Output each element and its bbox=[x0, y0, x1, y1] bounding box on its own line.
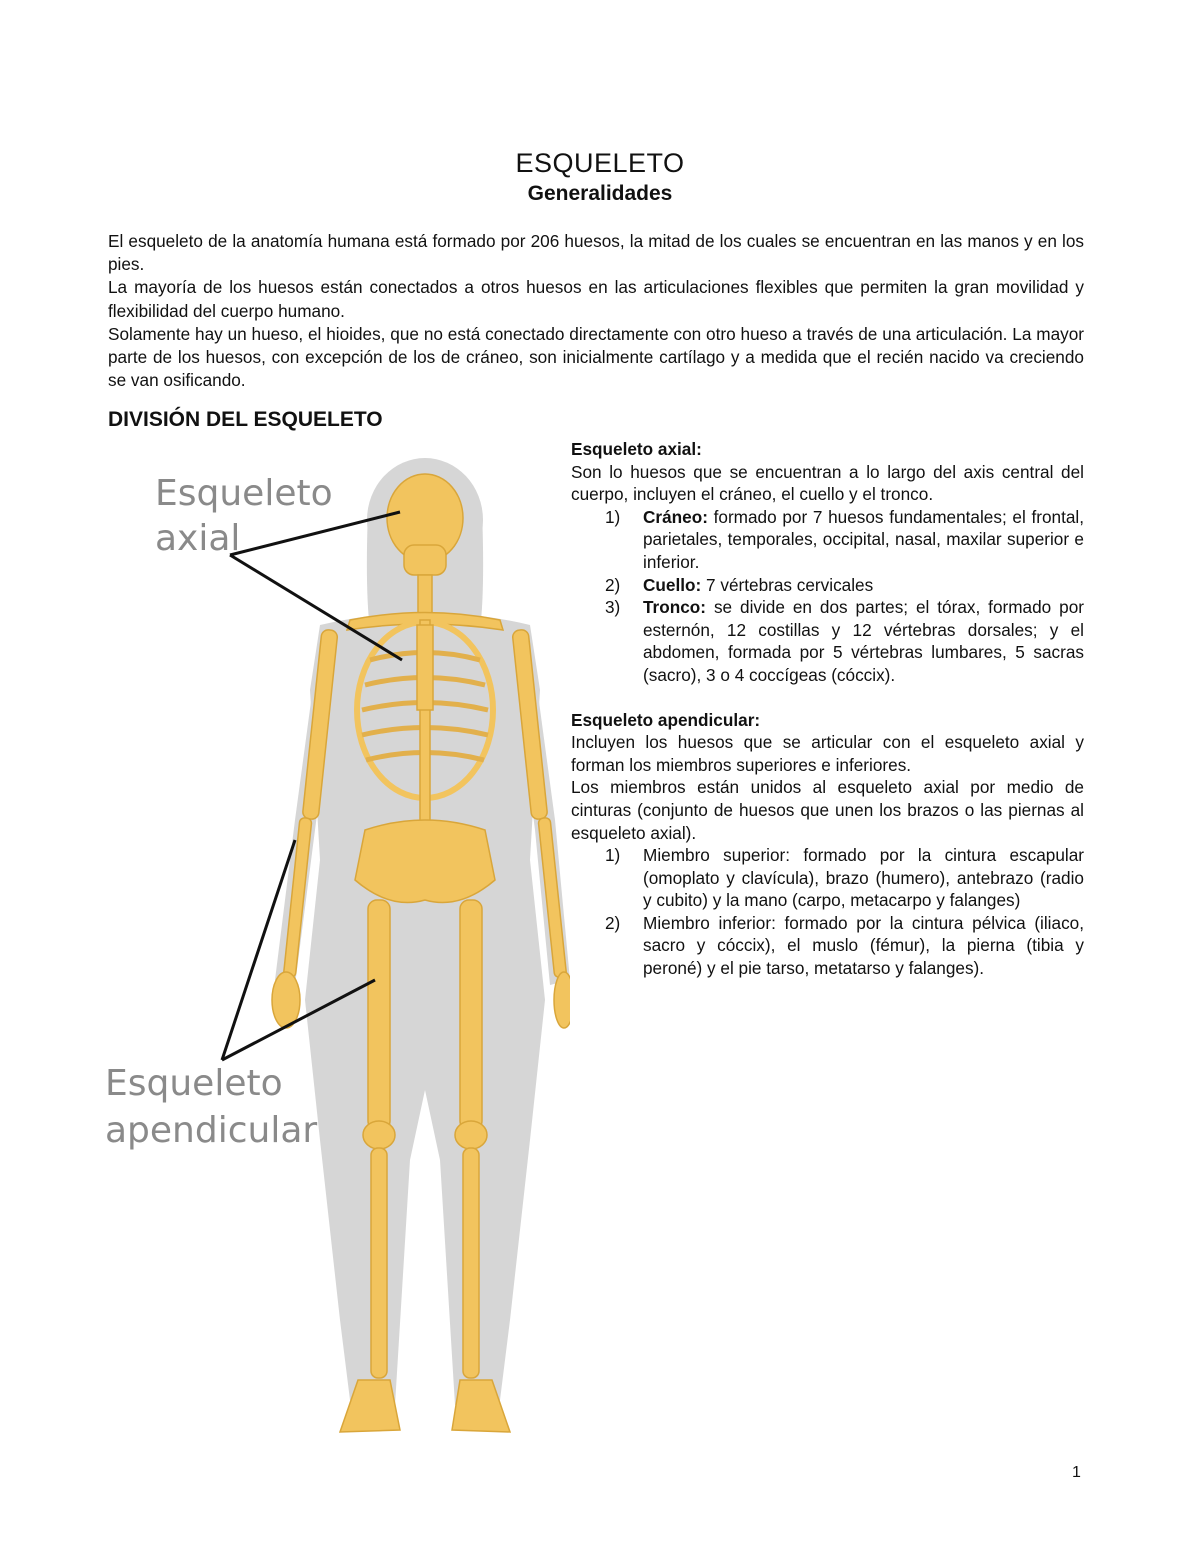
list-item bbox=[571, 596, 1084, 686]
apendicular-description: Incluyen los huesos que se articular con el esqueleto axial y forman los miembros superiores e inferiores. bbox=[571, 732, 1084, 775]
division-text bbox=[571, 438, 1084, 980]
list-text: 7 vértebras cervicales bbox=[701, 574, 874, 595]
intro-paragraph: Solamente hay un hueso, el hioides, que no está conectado directamente con otro hueso a través de una articulación. La mayor parte de los huesos, con excepción de los de cráneo, son inicialmente cartílago y a medida que el recién nacido va creciendo se van osificando. bbox=[108, 323, 1084, 391]
list-item bbox=[571, 844, 1084, 912]
list-number: 1) bbox=[605, 506, 621, 527]
list-number: 1) bbox=[605, 845, 621, 866]
list-text: Miembro superior: formado por la cintura escapular (omoplato y clavícula), brazo (humero), antebrazo (radio y cubito) y la mano (carpo, metacarpo y falanges) bbox=[643, 845, 1084, 911]
axial-heading: Esqueleto axial: bbox=[571, 439, 702, 459]
label-axial-line1: Esqueleto bbox=[155, 473, 333, 514]
list-number: 2) bbox=[605, 912, 621, 933]
list-term: Cráneo: bbox=[643, 506, 708, 527]
list-term: Cuello: bbox=[643, 574, 702, 595]
skeleton-figure bbox=[100, 440, 570, 1445]
axial-list bbox=[571, 506, 1084, 687]
apendicular-list bbox=[571, 844, 1084, 980]
list-item bbox=[571, 912, 1084, 980]
label-apendicular-line1: Esqueleto bbox=[105, 1063, 283, 1104]
page-number: 1 bbox=[1072, 1464, 1081, 1481]
list-item bbox=[571, 506, 1084, 574]
label-axial-line2: axial bbox=[155, 518, 241, 559]
list-text: formado por 7 huesos fundamentales; el frontal, parietales, temporales, occipital, nasal, maxilar superior e inferior. bbox=[643, 506, 1084, 572]
apendicular-description: Los miembros están unidos al esqueleto axial por medio de cinturas (conjunto de huesos que unen los brazos o las piernas al esqueleto axial). bbox=[571, 777, 1084, 843]
skeleton-illustration bbox=[100, 440, 570, 1445]
intro-paragraph: El esqueleto de la anatomía humana está formado por 206 huesos, la mitad de los cuales se encuentran en las manos y en los pies. bbox=[108, 231, 1084, 275]
list-text: se divide en dos partes; el tórax, formado por esternón, 12 costillas y 12 vértebras dorsales; y el abdomen, formada por 5 vértebras lumbares, 5 sacras (sacro), 3 o 4 coccígeas (cóccix). bbox=[643, 597, 1084, 685]
list-number: 2) bbox=[605, 574, 621, 595]
list-number: 3) bbox=[605, 597, 621, 618]
intro-section bbox=[108, 230, 1084, 392]
list-text: Miembro inferior: formado por la cintura pélvica (iliaco, sacro y cóccix), el muslo (fémur), la pierna (tibia y peroné) y el pie tarso, metatarso y falanges). bbox=[643, 912, 1084, 979]
list-term: Tronco: bbox=[643, 597, 707, 618]
apendicular-heading: Esqueleto apendicular: bbox=[571, 709, 761, 730]
page-subtitle: Generalidades bbox=[527, 182, 673, 205]
intro-paragraph: La mayoría de los huesos están conectados a otros huesos en las articulaciones flexibles que permiten la gran movilidad y flexibilidad del cuerpo humano. bbox=[108, 277, 1084, 321]
list-item bbox=[571, 574, 1084, 597]
label-apendicular-line2: apendicular bbox=[105, 1110, 318, 1151]
section-heading: DIVISIÓN DEL ESQUELETO bbox=[108, 408, 383, 431]
axial-description: Son lo huesos que se encuentran a lo largo del axis central del cuerpo, incluyen el cráneo, el cuello y el tronco. bbox=[571, 461, 1084, 505]
page-title: ESQUELETO bbox=[515, 148, 685, 178]
